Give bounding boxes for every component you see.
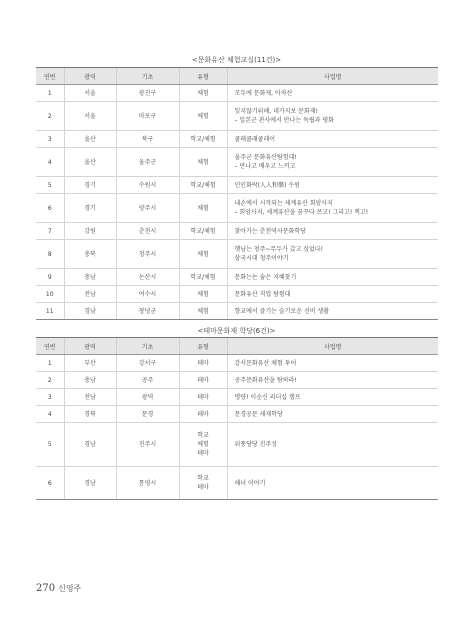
program-cell [227,269,438,286]
program-cell [227,303,438,320]
page-number: 270 [36,583,56,594]
column-header: 유형 [179,338,227,355]
row-number: 6 [36,467,64,500]
local-cell: 창녕군 [116,303,179,320]
table-row [36,423,438,467]
row-number: 4 [36,148,64,177]
type-line: 테마 [197,359,209,367]
type-cell: 체험 [179,85,227,102]
local-cell: 마포구 [116,102,179,131]
type-cell [179,372,227,389]
program-cell [227,467,438,500]
program-cell [227,286,438,303]
row-number: 9 [36,269,64,286]
type-cell [179,355,227,372]
region-cell: 충남 [64,372,116,389]
table-row [36,194,438,223]
program-line: – 만나고 배우고 느끼고 [234,163,296,170]
program-line: 문화유산 직업 탐험대 [234,290,291,298]
local-cell: 청주시 [116,240,179,269]
row-number: 10 [36,286,64,303]
program-line: 명량! 이순신 리더십 캠프 [234,393,301,401]
row-number: 5 [36,423,64,467]
row-number: 3 [36,131,64,148]
program-cell [227,223,438,240]
region-cell: 부산 [64,355,116,372]
row-number: 1 [36,85,64,102]
program-cell [227,355,438,372]
program-line: 쿨래쿨래쿨래이 [234,135,276,143]
program-line: – 일본군 관사에서 만나는 독립과 평화 [234,117,334,124]
local-cell: 양주시 [116,194,179,223]
table-row [36,240,438,269]
type-line: 테마 [197,484,209,491]
program-line: 햇님는 청주~무두가 갔고 싶었다! [234,246,324,253]
author-name: 신영주 [58,584,82,593]
row-number: 3 [36,389,64,406]
program-cell [227,148,438,177]
region-cell: 전남 [64,286,116,303]
program-cell [227,389,438,406]
type-cell: 체험 [179,194,227,223]
type-cell: 학교/체험 [179,177,227,194]
table-row [36,303,438,320]
type-cell [179,423,227,467]
type-line: 테마 [197,410,209,418]
table-row [36,102,438,131]
program-cell [227,102,438,131]
program-line: 삼국시대 청주이야기 [234,255,289,262]
column-header: 연번 [36,68,64,85]
row-number: 2 [36,372,64,389]
local-cell: 통영시 [116,467,179,500]
program-cell [227,406,438,423]
program-cell [227,194,438,223]
table-row [36,467,438,500]
local-cell: 광진구 [116,85,179,102]
table-row [36,355,438,372]
program-line: 강서문화유산 체험 투어 [234,359,297,367]
table-row [36,177,438,194]
table-row [36,223,438,240]
table-row [36,131,438,148]
table1-caption: <문화유산 체험교실(11건)> [191,56,282,64]
type-line: 학교 [197,475,209,482]
program-line: 향교에서 즐기는 슬기로운 선비 생활 [234,307,330,315]
program-line: 울주군 문화유산탐험대! [234,154,297,161]
program-line: – 회암사지, 세계유산을 꿈꾸다 쓰고! 그리고! 찍고! [234,209,369,216]
type-line: 체험 [197,441,209,448]
local-cell: 북구 [116,131,179,148]
row-number: 7 [36,223,64,240]
region-cell: 경남 [64,423,116,467]
table-row [36,148,438,177]
column-header: 기초 [116,68,179,85]
local-cell: 여수시 [116,286,179,303]
table-row [36,372,438,389]
table-row [36,286,438,303]
type-line: 테마 [197,450,209,457]
program-line: 문경공문 새재학당 [234,410,283,418]
region-cell: 울산 [64,148,116,177]
region-cell: 경기 [64,177,116,194]
program-line: 위풍당당 진주성 [234,441,277,448]
program-cell [227,423,438,467]
local-cell: 울주군 [116,148,179,177]
column-header: 광역 [64,68,116,85]
page-footer [36,583,81,594]
row-number: 6 [36,194,64,223]
program-line: 내손에서 시작되는 세계유산 회암사지 [234,200,333,207]
local-cell: 광역 [116,389,179,406]
theme-heritage-school-table [36,337,438,500]
row-number: 5 [36,177,64,194]
local-cell: 강서구 [116,355,179,372]
row-number: 2 [36,102,64,131]
column-header: 연번 [36,338,64,355]
local-cell: 논산시 [116,269,179,286]
local-cell: 춘천시 [116,223,179,240]
type-cell [179,389,227,406]
region-cell: 강원 [64,223,116,240]
type-cell: 체험 [179,148,227,177]
type-cell: 체험 [179,286,227,303]
row-number: 4 [36,406,64,423]
table2-caption: <테마문화재 학당(6건)> [197,327,276,335]
column-header: 기초 [116,338,179,355]
region-cell: 충북 [64,240,116,269]
type-line: 테마 [197,393,209,401]
local-cell: 문경 [116,406,179,423]
column-header: 사업명 [227,68,438,85]
type-cell [179,467,227,500]
region-cell: 경남 [64,467,116,500]
program-line: 해녀 이야기 [234,479,266,487]
heritage-experience-table [36,67,438,320]
region-cell: 울산 [64,131,116,148]
column-header: 유형 [179,68,227,85]
program-cell [227,85,438,102]
program-line: 인인화락(人人和樂) 수원 [234,181,300,189]
program-cell [227,240,438,269]
column-header: 광역 [64,338,116,355]
program-cell [227,372,438,389]
type-cell: 학교/체험 [179,269,227,286]
row-number: 1 [36,355,64,372]
row-number: 8 [36,240,64,269]
program-line: 공주문화유산을 탐하라! [234,376,297,384]
type-cell [179,406,227,423]
table-row [36,406,438,423]
type-line: 테마 [197,376,209,384]
region-cell: 경기 [64,194,116,223]
type-line: 학교 [197,432,209,439]
table-row [36,269,438,286]
local-cell: 진주시 [116,423,179,467]
region-cell: 전남 [64,389,116,406]
type-cell: 체험 [179,303,227,320]
program-line: 모두에 문화재, 아차산 [234,89,293,97]
region-cell: 서울 [64,85,116,102]
local-cell: 수원시 [116,177,179,194]
type-cell: 학교/체험 [179,223,227,240]
program-cell [227,177,438,194]
type-cell: 체험 [179,240,227,269]
program-line: 찾아가는 춘천역사문화학당 [234,227,306,235]
program-cell [227,131,438,148]
region-cell: 경북 [64,406,116,423]
table-row [36,389,438,406]
column-header: 사업명 [227,338,438,355]
region-cell: 경남 [64,303,116,320]
type-cell: 체험 [179,102,227,131]
program-line: 문화는논 숨은 지혜찾기 [234,273,297,281]
row-number: 11 [36,303,64,320]
program-line: 잊지않기위해, 네가지보 문화재! [234,108,318,115]
table-row [36,85,438,102]
region-cell: 충남 [64,269,116,286]
local-cell: 공주 [116,372,179,389]
type-cell: 학교/체험 [179,131,227,148]
region-cell: 서울 [64,102,116,131]
